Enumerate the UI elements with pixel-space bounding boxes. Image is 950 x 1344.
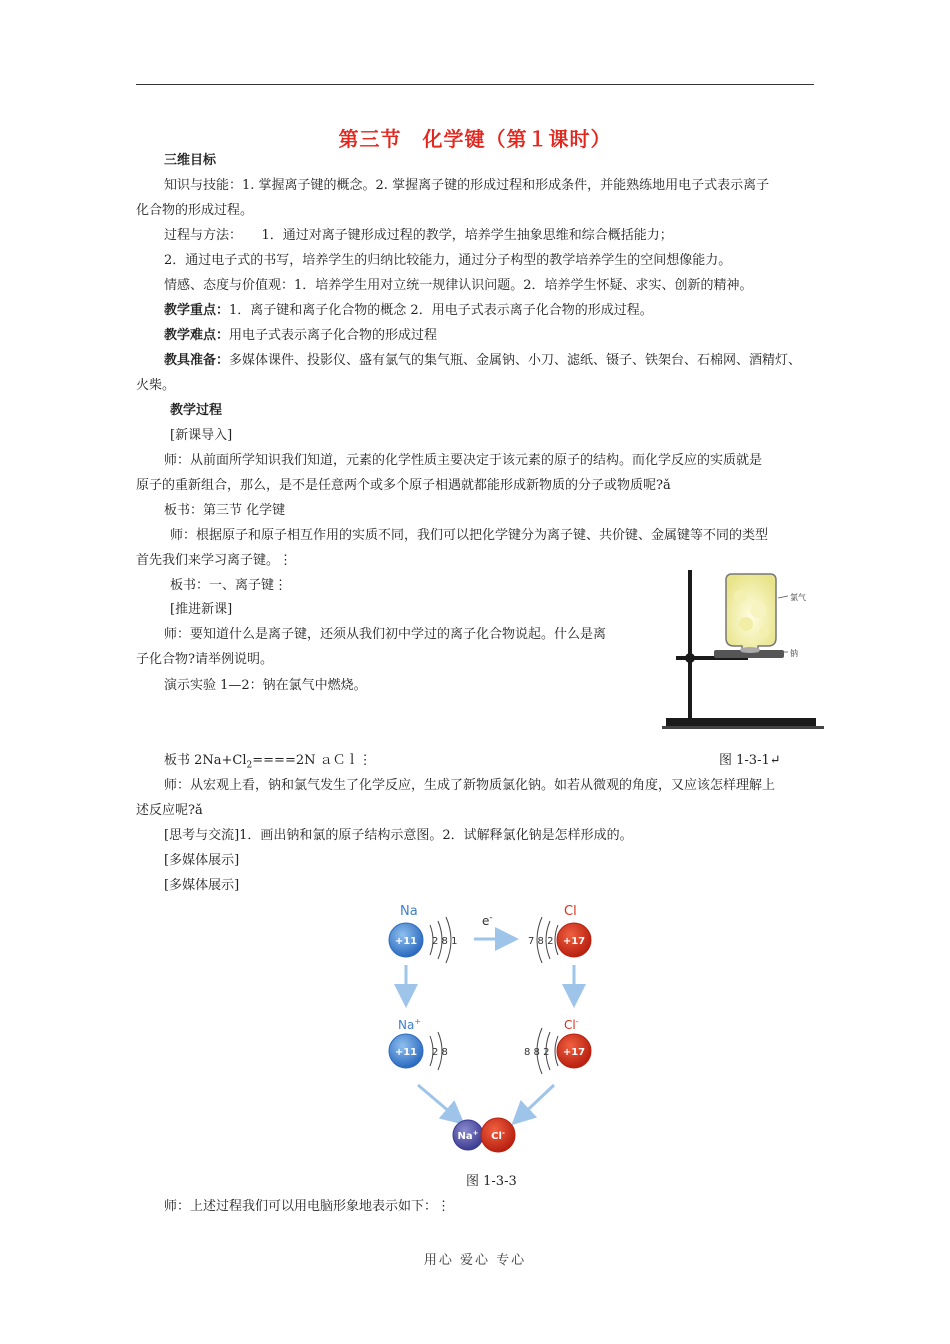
- label-na-ion: [398, 1017, 421, 1032]
- text-line: 子化合物?请举例说明。: [136, 652, 273, 667]
- difficulty-text: 用电子式表示离子化合物的形成过程: [229, 328, 438, 343]
- na-ion-sup: +: [414, 1017, 422, 1026]
- text-line: 师：要知道什么是离子键，还须从我们初中学过的离子化合物说起。什么是离: [164, 627, 607, 642]
- text-line: 首先我们来学习离子键。⋮: [136, 553, 293, 568]
- text-line: [164, 752, 372, 775]
- text-line: 师：从宏观上看，钠和氯气发生了化学反应，生成了新物质氯化钠。如若从微观的角度，又应该怎样理解上: [164, 778, 776, 793]
- figure-caption: 图 1-3-1↵: [719, 753, 781, 768]
- text-line: 述反应呢?ǎ: [136, 803, 203, 818]
- text-line: 师：从前面所学知识我们知道，元素的化学性质主要决定于该元素的原子的结构。而化学反应的实质就是: [164, 453, 763, 468]
- equation-subscript: 2: [246, 760, 253, 771]
- section-heading: 三维目标: [164, 153, 217, 168]
- materials-text: 多媒体课件、投影仪、盛有氯气的集气瓶、金属钠、小刀、滤纸、镊子、铁架台、石棉网、酒精灯、: [229, 353, 802, 368]
- text-line: 知识与技能：1. 掌握离子键的概念。2. 掌握离子键的形成过程和形成条件，并能熟练地用电子式表示离子: [164, 178, 770, 193]
- electron-symbol: e: [482, 914, 490, 928]
- text-line: 火柴。: [136, 378, 176, 393]
- gas-cloud: [739, 617, 753, 631]
- cl-combine-arrow: [518, 1085, 554, 1119]
- text-line: 师：根据原子和原子相互作用的实质不同，我们可以把化学键分为离子键、共价键、金属键等不同的类型: [170, 528, 769, 543]
- text-line: 板书：第三节 化学键: [164, 503, 286, 518]
- cl-ion-core: +17: [562, 1047, 586, 1058]
- label-cl-ion: [564, 1017, 579, 1032]
- label-sodium: 钠: [790, 649, 798, 658]
- label-leader: [778, 596, 788, 598]
- label-cl: Cl: [564, 904, 577, 919]
- label-chlorine: 氯气: [790, 593, 806, 602]
- text-line: 化合物的形成过程。: [136, 203, 254, 218]
- materials-label: 教具准备：: [164, 353, 230, 368]
- page-footer: 用心 爱心 专心: [423, 1253, 527, 1268]
- equation-part: 板书 2Na+Cl: [164, 753, 247, 768]
- text-line: [多媒体展示]: [164, 878, 240, 893]
- difficulty-label: 教学难点：: [164, 328, 230, 343]
- gas-cloud: [750, 602, 766, 618]
- figure-sodium-chlorine-apparatus: [662, 566, 824, 732]
- cl-ion-sup: -: [575, 1017, 579, 1026]
- text-line: [多媒体展示]: [164, 853, 240, 868]
- page-title: 第三节 化学键（第１课时）: [338, 127, 612, 151]
- na-shells: 2 8 1: [432, 936, 458, 947]
- text-line: [推进新课]: [170, 602, 233, 617]
- text-line: 原子的重新组合，那么，是不是任意两个或多个原子相遇就都能形成新物质的分子或物质呢?ǎ: [136, 478, 671, 493]
- label-na: Na: [400, 904, 418, 919]
- na-combine-arrow: [418, 1085, 458, 1119]
- key-point-text: 1．离子键和离子化合物的概念 2．用电子式表示离子化合物的形成过程。: [229, 303, 653, 318]
- pair-na-sup: +: [472, 1129, 479, 1137]
- text-line: 板书：一、离子键⋮: [170, 578, 288, 593]
- text-line: [164, 302, 653, 320]
- section-heading: 教学过程: [170, 403, 223, 418]
- text-line: [164, 352, 801, 370]
- gas-cloud: [734, 590, 746, 602]
- na-core: +11: [394, 936, 418, 947]
- na-ion-shells: 2 8: [432, 1047, 448, 1058]
- sodium-spoon: [740, 647, 760, 653]
- pair-cl-symbol: Cl: [491, 1131, 502, 1142]
- header-rule: [136, 84, 814, 85]
- stand-rod: [688, 570, 692, 720]
- text-line: 情感、态度与价值观：1．培养学生用对立统一规律认识问题。2．培养学生怀疑、求实、创新的精神。: [164, 278, 753, 293]
- stand-clamp: [685, 653, 695, 663]
- cl-shells: 7 8 2: [528, 936, 554, 947]
- key-point-label: 教学重点：: [164, 303, 230, 318]
- text-line: [新课导入]: [170, 428, 233, 443]
- text-line: 师：上述过程我们可以用电脑形象地表示如下：⋮: [164, 1199, 451, 1214]
- equation-part: ====2N ａＣｌ⋮: [252, 753, 372, 768]
- pair-na-symbol: Na: [457, 1131, 473, 1142]
- gas-cloud: [759, 627, 769, 637]
- stand-base-shadow: [662, 726, 824, 729]
- text-line: [思考与交流]1．画出钠和氯的原子结构示意图。2．试解释氯化钠是怎样形成的。: [164, 828, 633, 843]
- figure-caption: 图 1-3-3: [466, 1174, 517, 1189]
- text-line: 2．通过电子式的书写，培养学生的归纳比较能力，通过分子构型的教学培养学生的空间想像能力。: [164, 253, 732, 268]
- electron-sup: -: [489, 913, 493, 923]
- text-line: [164, 327, 437, 345]
- figure-nacl-formation: [378, 895, 608, 1165]
- text-line: 演示实验 1—2：钠在氯气中燃烧。: [164, 678, 367, 693]
- text-line: 过程与方法： 1．通过对离子键形成过程的教学，培养学生抽象思维和综合概括能力；: [164, 228, 673, 243]
- cl-ion-shells: 8 8 2: [524, 1047, 550, 1058]
- cl-core: +17: [562, 936, 586, 947]
- na-ion-core: +11: [394, 1047, 418, 1058]
- pair-cl-sup: -: [501, 1129, 505, 1137]
- na-ion-symbol: Na: [398, 1018, 415, 1032]
- electron-label: [482, 913, 493, 928]
- cl-ion-symbol: Cl: [564, 1018, 576, 1032]
